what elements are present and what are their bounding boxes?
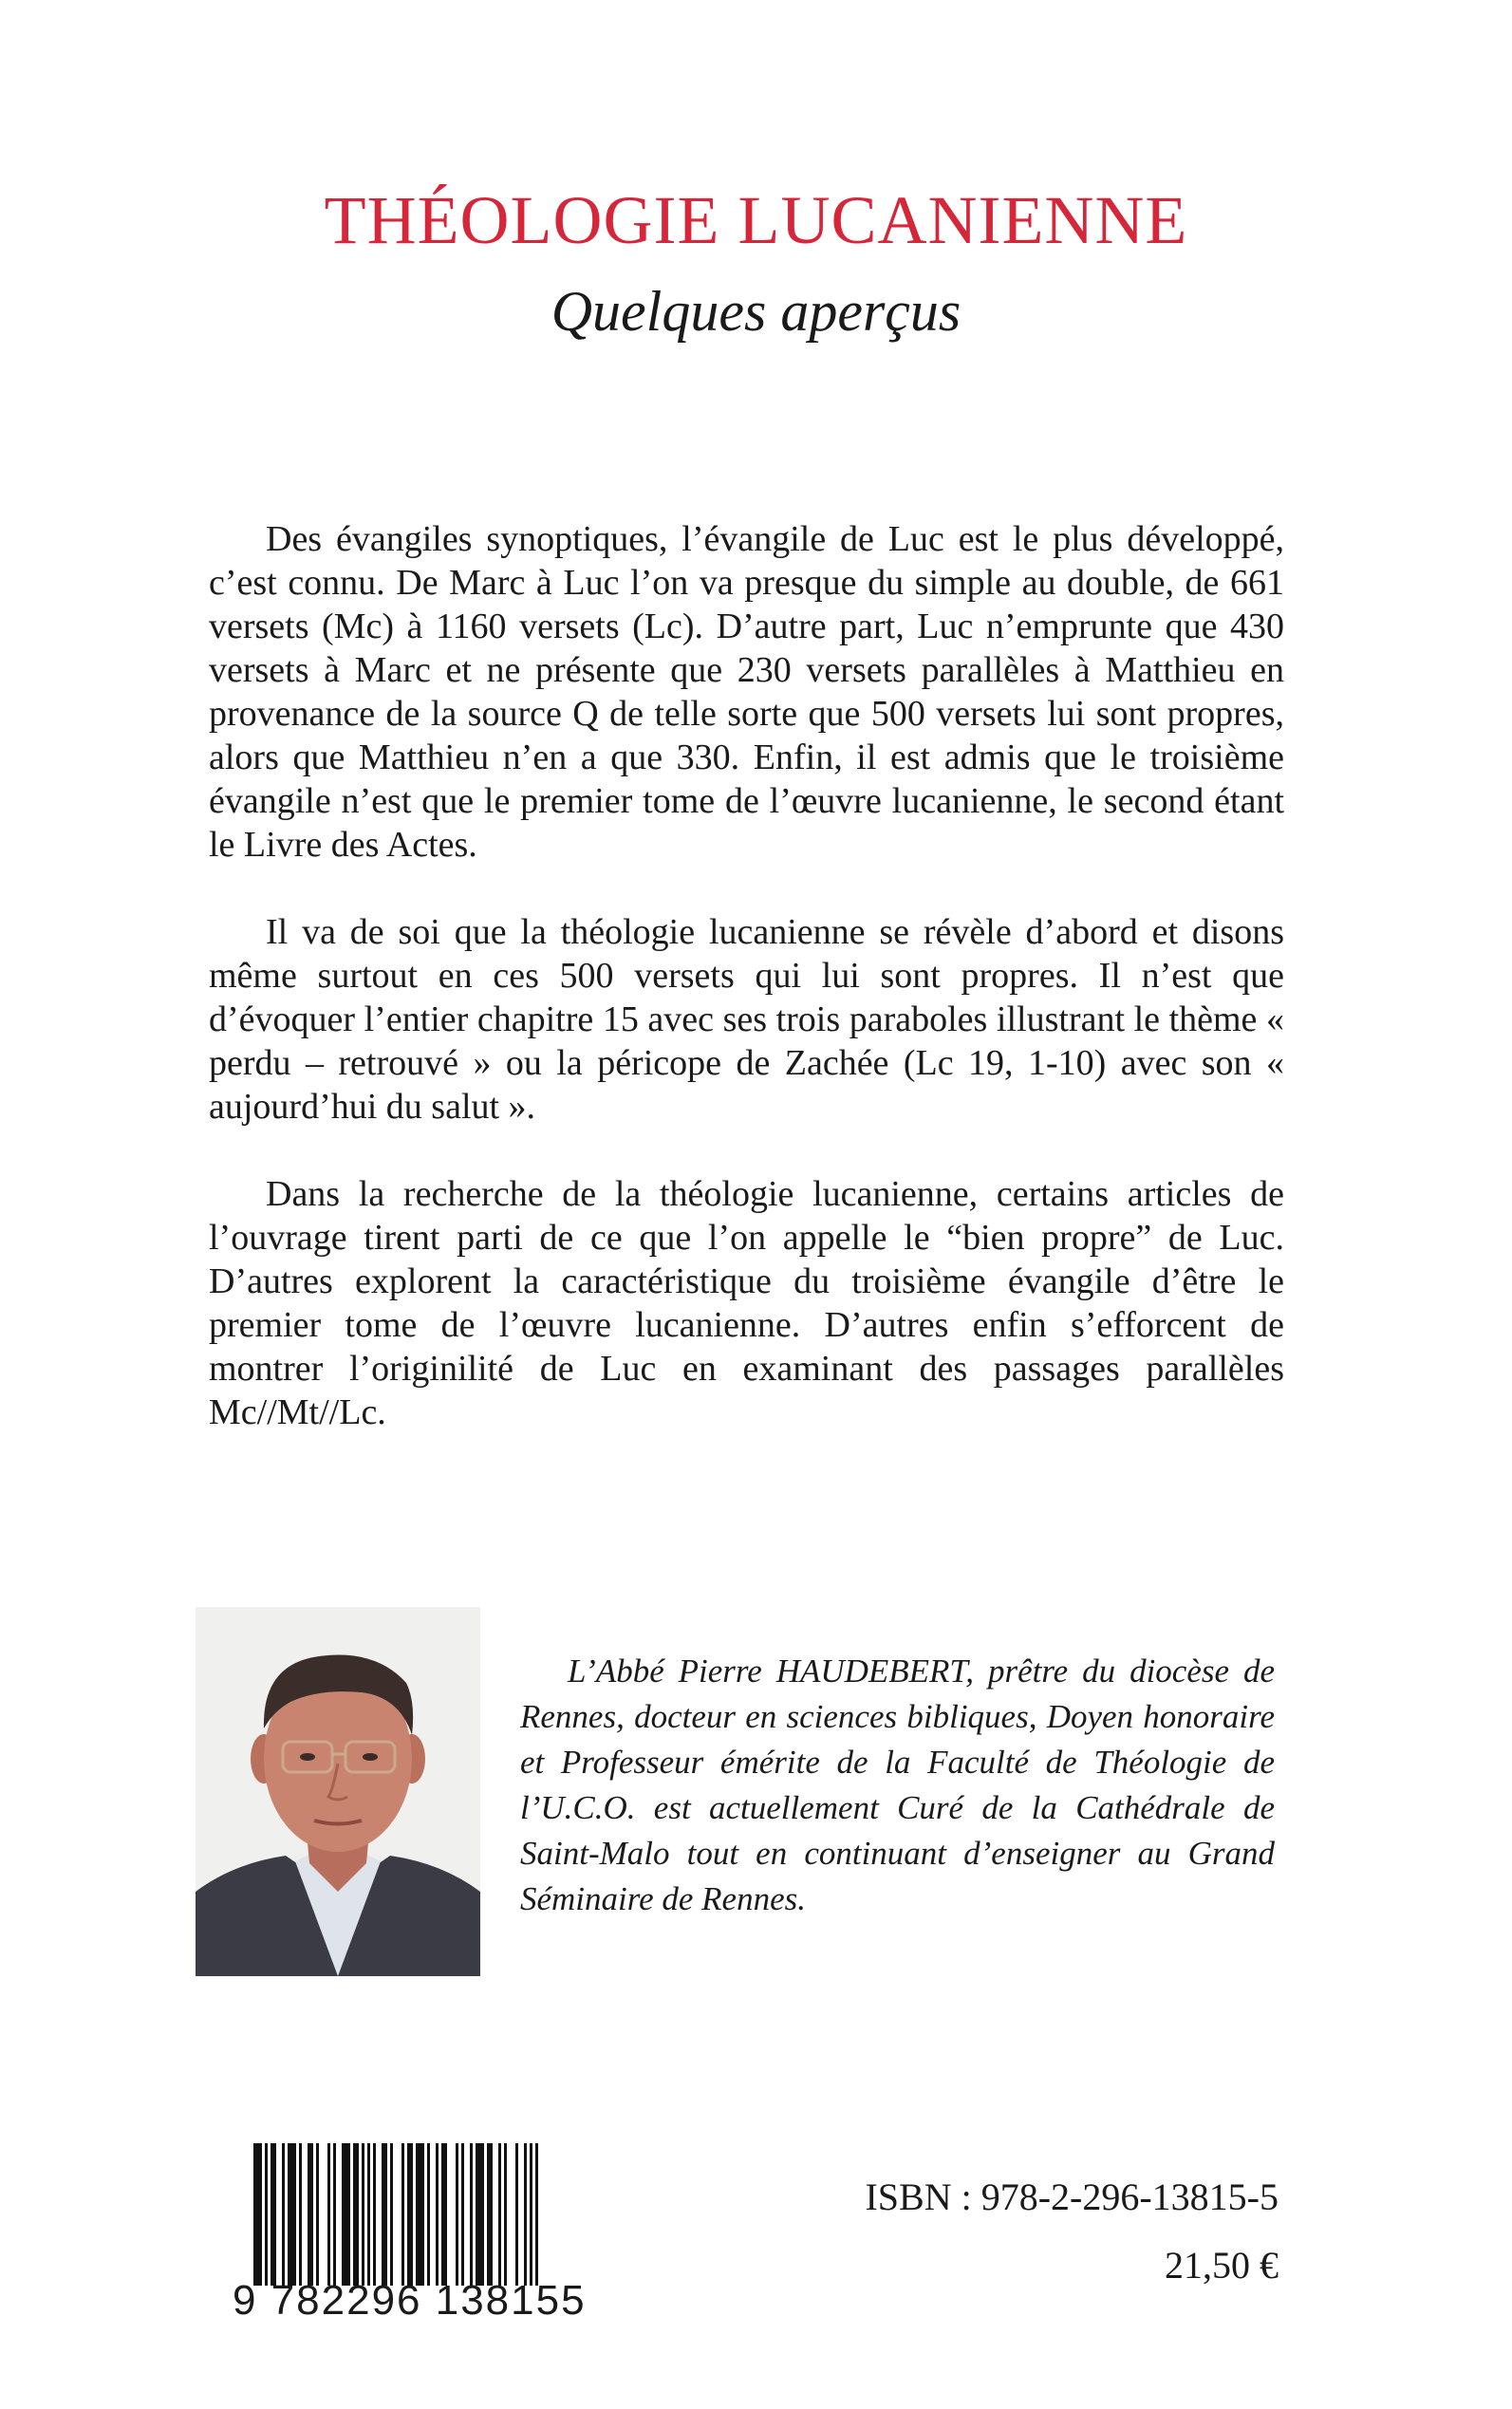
- barcode-bar: [299, 2143, 302, 2286]
- barcode-bar: [524, 2143, 527, 2286]
- barcode-bar: [367, 2143, 370, 2286]
- barcode-bar: [476, 2143, 484, 2286]
- barcode-bar: [416, 2143, 424, 2286]
- isbn: ISBN : 978-2-296-13815-5: [865, 2176, 1279, 2218]
- barcode-bar: [515, 2143, 518, 2286]
- blurb-paragraph-1: Des évangiles synoptiques, l’évangile de Luc est le plus développé, c’est connu. De Marc à Luc l’on va presque du simple au double, de 661 versets (Mc) à 1160 versets (Lc). D’autre part, Luc n’emprunte que 430 versets à Marc et ne présente que 230 versets parallèles à Matthieu en provenance de la source Q de telle sorte que 500 versets lui sont propres, alors que Matthieu n’en a que 330. Enfin, il est admis que le troisième évangile n’est que le premier tome de l’œuvre lucanienne, le second étant le Livre des Actes.: [209, 519, 1284, 865]
- barcode-bar: [316, 2143, 319, 2286]
- barcode-bar: [327, 2143, 330, 2286]
- price: 21,50 €: [1165, 2244, 1279, 2287]
- barcode-bar: [333, 2143, 336, 2286]
- author-bio: L’Abbé Pierre HAUDEBERT, prêtre du diocèse de Rennes, docteur en sciences bibliques, Doyen honoraire et Professeur émérite de la Faculté de Théologie de l’U.C.O. est actuellement Curé de la Cathédrale de Saint-Malo tout en continuant d’enseigner au Grand Séminaire de Rennes.: [520, 1653, 1275, 1917]
- barcode-bar: [382, 2143, 387, 2286]
- barcode-bar: [461, 2143, 464, 2286]
- barcode-bar: [271, 2143, 276, 2286]
- barcode-bar: [288, 2143, 296, 2286]
- barcode-bar: [436, 2143, 439, 2286]
- barcode-bar: [470, 2143, 473, 2286]
- blurb: [209, 517, 1284, 1478]
- barcode-bar: [487, 2143, 493, 2286]
- author-photo: [196, 1607, 480, 1976]
- barcode-bar: [498, 2143, 501, 2286]
- blurb-paragraph-3: Dans la recherche de la théologie lucanienne, certains articles de l’ouvrage tirent parti de ce que l’on appelle le “bien propre” de Luc. D’autres explorent la caractéristique du troisième évangile d’être le premier tome de l’œuvre lucanienne. D’autres enfin s’efforcent de montrer l’originilité de Luc en examinant des passages parallèles Mc//Mt//Lc.: [209, 1174, 1284, 1432]
- barcode-bar: [504, 2143, 507, 2286]
- book-title: THÉOLOGIE LUCANIENNE: [324, 182, 1188, 258]
- barcode-bar: [401, 2143, 404, 2286]
- barcode-bar: [342, 2143, 350, 2286]
- barcode-bar: [353, 2143, 359, 2286]
- barcode-bar: [373, 2143, 376, 2286]
- book-subtitle: Quelques aperçus: [551, 280, 961, 343]
- barcode-bar: [265, 2143, 268, 2286]
- barcode-bar: [530, 2143, 532, 2286]
- barcode-bar: [282, 2143, 285, 2286]
- blurb-paragraph-2: Il va de soi que la théologie lucanienne se révèle d’abord et disons même surtout en ces 500 versets qui lui sont propres. Il n’est que d’évoquer l’entier chapitre 15 avec ses trois paraboles illustrant le thème « perdu – retrouvé » ou la péricope de Zachée (Lc 19, 1-10) avec son « aujourd’hui du salut ».: [209, 912, 1284, 1127]
- barcode-bar: [441, 2143, 447, 2286]
- barcode-bar: [427, 2143, 430, 2286]
- barcode-bar: [456, 2143, 458, 2286]
- barcode-bar: [308, 2143, 313, 2286]
- barcode-bar: [390, 2143, 393, 2286]
- barcode-bar: [253, 2143, 262, 2286]
- barcode-digits: 9 782296 138155: [233, 2277, 587, 2324]
- barcode-bar: [535, 2143, 538, 2286]
- barcode-bar: [407, 2143, 413, 2286]
- barcode-bar: [362, 2143, 364, 2286]
